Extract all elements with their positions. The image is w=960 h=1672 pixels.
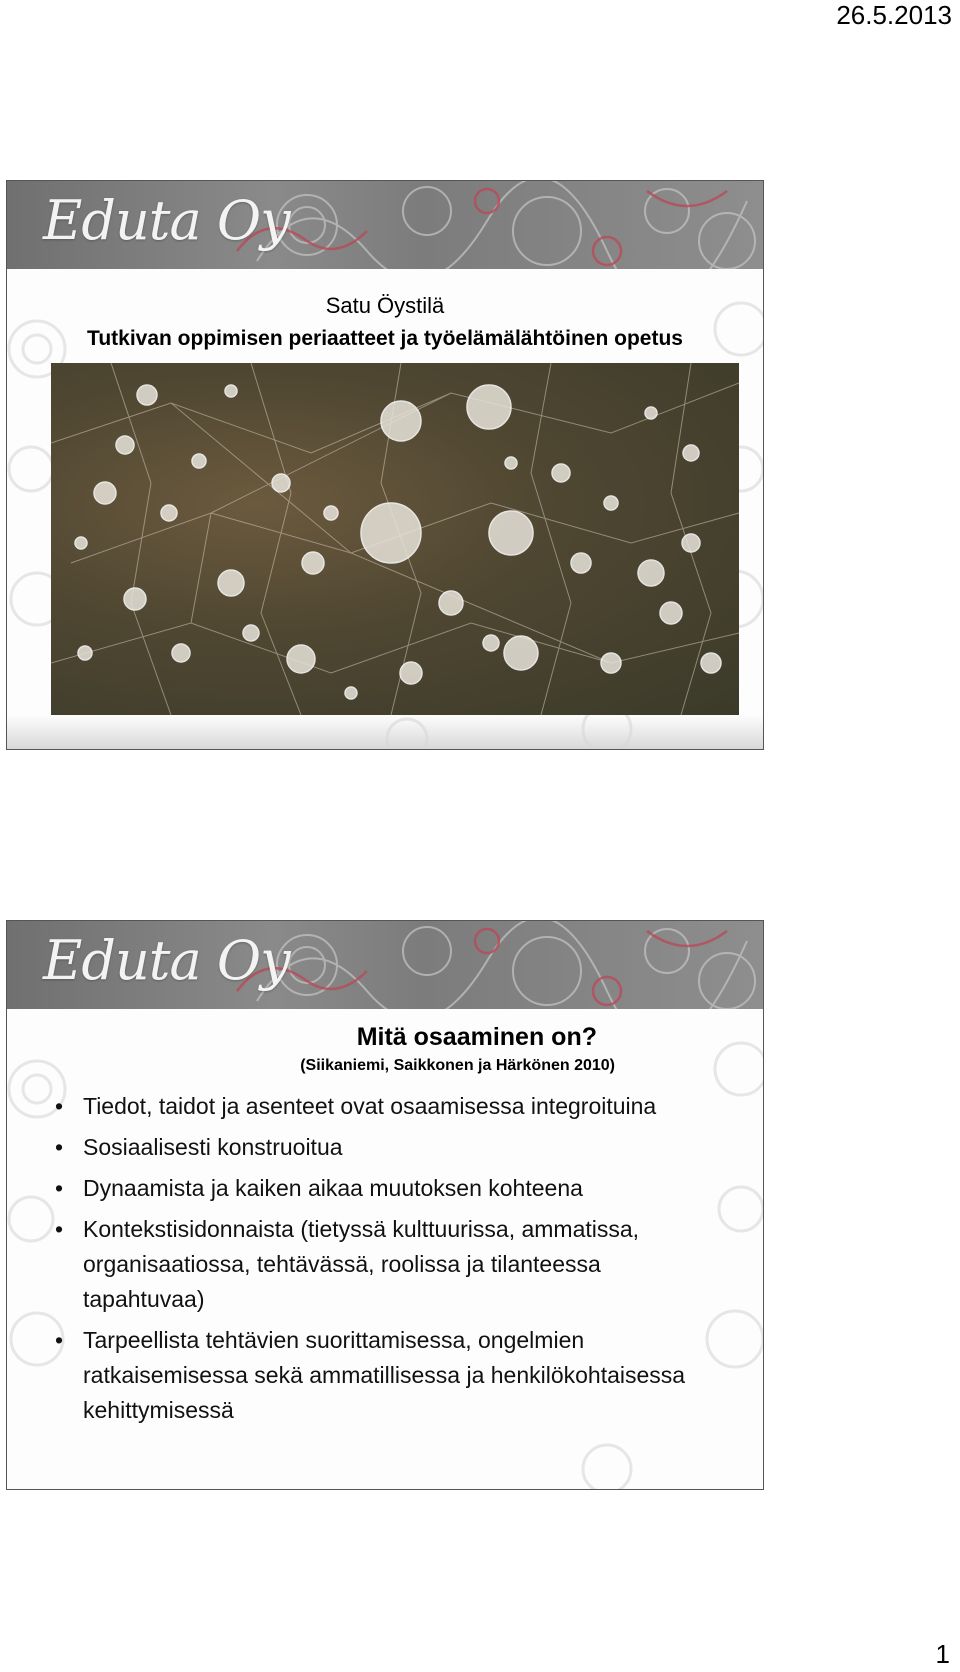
company-logo: Eduta Oy — [43, 929, 290, 992]
source-citation: (Siikaniemi, Saikkonen ja Härkönen 2010) — [300, 1057, 615, 1074]
page-number: 1 — [935, 1639, 950, 1669]
list-item — [55, 1171, 715, 1206]
list-item-text: Tiedot, taidot ja asenteet ovat osaamisessa integroituina — [83, 1093, 657, 1119]
slide-heading: Mitä osaaminen on? — [356, 1023, 597, 1051]
bullet-icon: • — [55, 1327, 64, 1353]
list-item-text: Tarpeellista tehtävien suorittamisessa, ongelmien ratkaisemisessa sekä ammatillisessa ja henkilökohtaisessa kehittymisessä — [83, 1327, 686, 1423]
slide-banner — [7, 921, 763, 1009]
author-name: Satu Öystilä — [325, 293, 445, 318]
list-item-text: Kontekstisidonnaista (tietyssä kulttuurissa, ammatissa, organisaatiossa, tehtävässä, roolissa ja tilanteessa tapahtuvaa) — [83, 1216, 640, 1312]
bullet-icon: • — [55, 1093, 64, 1119]
company-logo: Eduta Oy — [43, 189, 290, 252]
bullet-icon: • — [55, 1134, 64, 1160]
dewdrop-photo — [51, 363, 739, 715]
slide-bottom-fade — [7, 715, 763, 749]
list-item — [55, 1323, 715, 1428]
slide-1 — [6, 180, 764, 750]
list-item-text: Dynaamista ja kaiken aikaa muutoksen kohteena — [83, 1175, 583, 1201]
slide-title: Tutkivan oppimisen periaatteet ja työelämälähtöinen opetus — [87, 327, 683, 350]
slide-2 — [6, 920, 764, 1490]
bullet-icon: • — [55, 1216, 64, 1242]
dewdrops-web-image — [51, 363, 739, 715]
page-date: 26.5.2013 — [836, 0, 952, 30]
bullet-list — [55, 1089, 715, 1434]
slide-banner — [7, 181, 763, 269]
bullet-icon: • — [55, 1175, 64, 1201]
list-item — [55, 1212, 715, 1317]
list-item — [55, 1130, 715, 1165]
list-item-text: Sosiaalisesti konstruoitua — [83, 1134, 343, 1160]
list-item — [55, 1089, 715, 1124]
